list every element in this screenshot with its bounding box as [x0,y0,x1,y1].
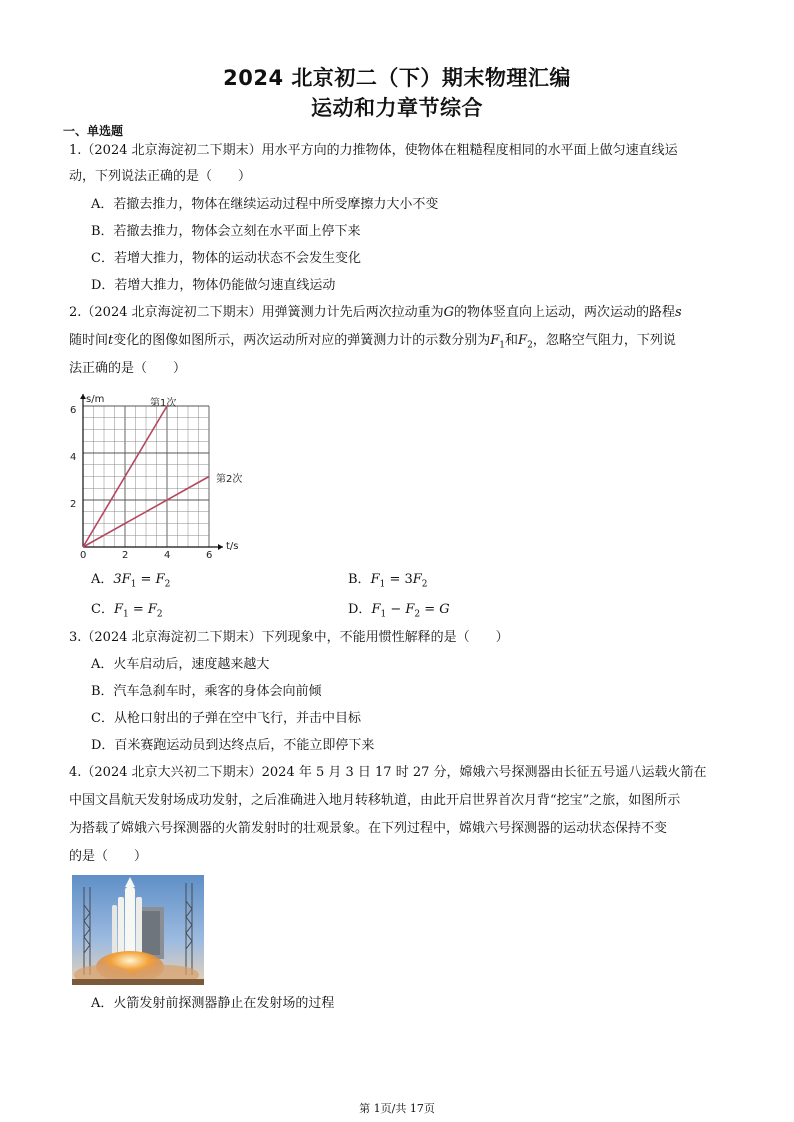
question-4-line-4: 的是（ ） [69,849,148,864]
x-tick-0: 0 [80,550,87,561]
question-2-line-1 [69,305,682,321]
question-2-line-3: 法正确的是（ ） [69,361,187,376]
question-3-option-b: B．汽车急刹车时，乘客的身体会向前倾 [91,684,322,699]
rocket-launch-illustration [72,875,204,985]
section-heading: 一、单选题 [63,124,124,138]
q2-text-b: 的物体竖直向上运动，两次运动的路程 [454,305,676,320]
document-subtitle: 运动和力章节综合 [311,96,483,120]
y-tick-4: 4 [70,452,77,463]
question-3-option-d: D．百米赛跑运动员到达终点后，不能立即停下来 [91,738,375,753]
q2-text-e: 和 [505,333,519,348]
graph-grid [83,406,209,547]
x-tick-4: 4 [164,550,171,561]
question-1-line-1: 1.（2024 北京海淀初二下期末）用水平方向的力推物体，使物体在粗糙程度相同的水平面上做匀速直线运 [69,143,678,158]
rocket-launch-photo [72,875,204,985]
symbol-g: G [443,305,455,320]
question-2-option-a: A．$3F_1 = F_2$ [91,572,171,590]
question-2-option-b: B．$F_1 = 3F_2$ [348,572,428,590]
distance-time-graph [66,392,266,564]
y-tick-2: 2 [70,499,77,510]
page-footer: 第 1页/共 17页 [359,1102,435,1115]
q2-text-c: 随时间 [69,333,109,348]
symbol-f2: $F_2$ [518,333,533,351]
question-1-option-d: D．若增大推力，物体仍能做匀速直线运动 [91,278,336,293]
symbol-t: t [108,333,114,348]
x-axis-arrow-icon [218,544,223,550]
question-1-line-2: 动，下列说法正确的是（ ） [69,169,252,184]
symbol-s: s [675,305,682,320]
question-4-line-1: 4.（2024 北京大兴初二下期末）2024 年 5 月 3 日 17 时 27 分，嫦娥六号探测器由长征五号遥八运载火箭在 [69,765,707,780]
x-tick-2: 2 [122,550,129,561]
question-4-line-3: 为搭载了嫦娥六号探测器的火箭发射时的壮观景象。在下列过程中，嫦娥六号探测器的运动状态保持不变 [69,821,668,836]
question-1-option-b: B．若撤去推力，物体会立刻在水平面上停下来 [91,224,361,239]
y-axis-label: s/m [86,394,105,405]
question-2-line-2 [69,333,676,354]
series-1-label: 第1次 [150,398,177,409]
symbol-f1: $F_1$ [490,333,506,351]
question-1-option-c: C．若增大推力，物体的运动状态不会发生变化 [91,251,361,266]
question-2-option-d: D．$F_1 - F_2 = G$ [348,602,450,620]
question-3-option-a: A．火车启动后，速度越来越大 [91,657,270,672]
q2-text-a: 2.（2024 北京海淀初二下期末）用弹簧测力计先后两次拉动重为 [69,305,444,320]
question-2-option-c: C．$F_1 = F_2$ [91,602,163,620]
series-2-label: 第2次 [216,474,243,485]
question-4-option-a: A．火箭发射前探测器静止在发射场的过程 [91,996,335,1011]
question-4-line-2: 中国文昌航天发射场成功发射，之后准确进入地月转移轨道，由此开启世界首次月背“挖宝”之旅，如图所示 [69,793,681,808]
x-tick-6: 6 [206,550,213,561]
q2-text-d: 变化的图像如图所示，两次运动所对应的弹簧测力计的示数分别为 [113,333,491,348]
graph-axes [80,394,223,550]
question-1-option-a: A．若撤去推力，物体在继续运动过程中所受摩擦力大小不变 [91,197,439,212]
question-3-option-c: C．从枪口射出的子弹在空中飞行，并击中目标 [91,711,361,726]
document-title: 2024 北京初二（下）期末物理汇编 [223,66,571,90]
q2-text-f: ，忽略空气阻力，下列说 [532,333,676,348]
y-tick-6: 6 [70,405,77,416]
x-axis-label: t/s [226,541,239,552]
question-3-line-1: 3.（2024 北京海淀初二下期末）下列现象中，不能用惯性解释的是（ ） [69,630,509,645]
